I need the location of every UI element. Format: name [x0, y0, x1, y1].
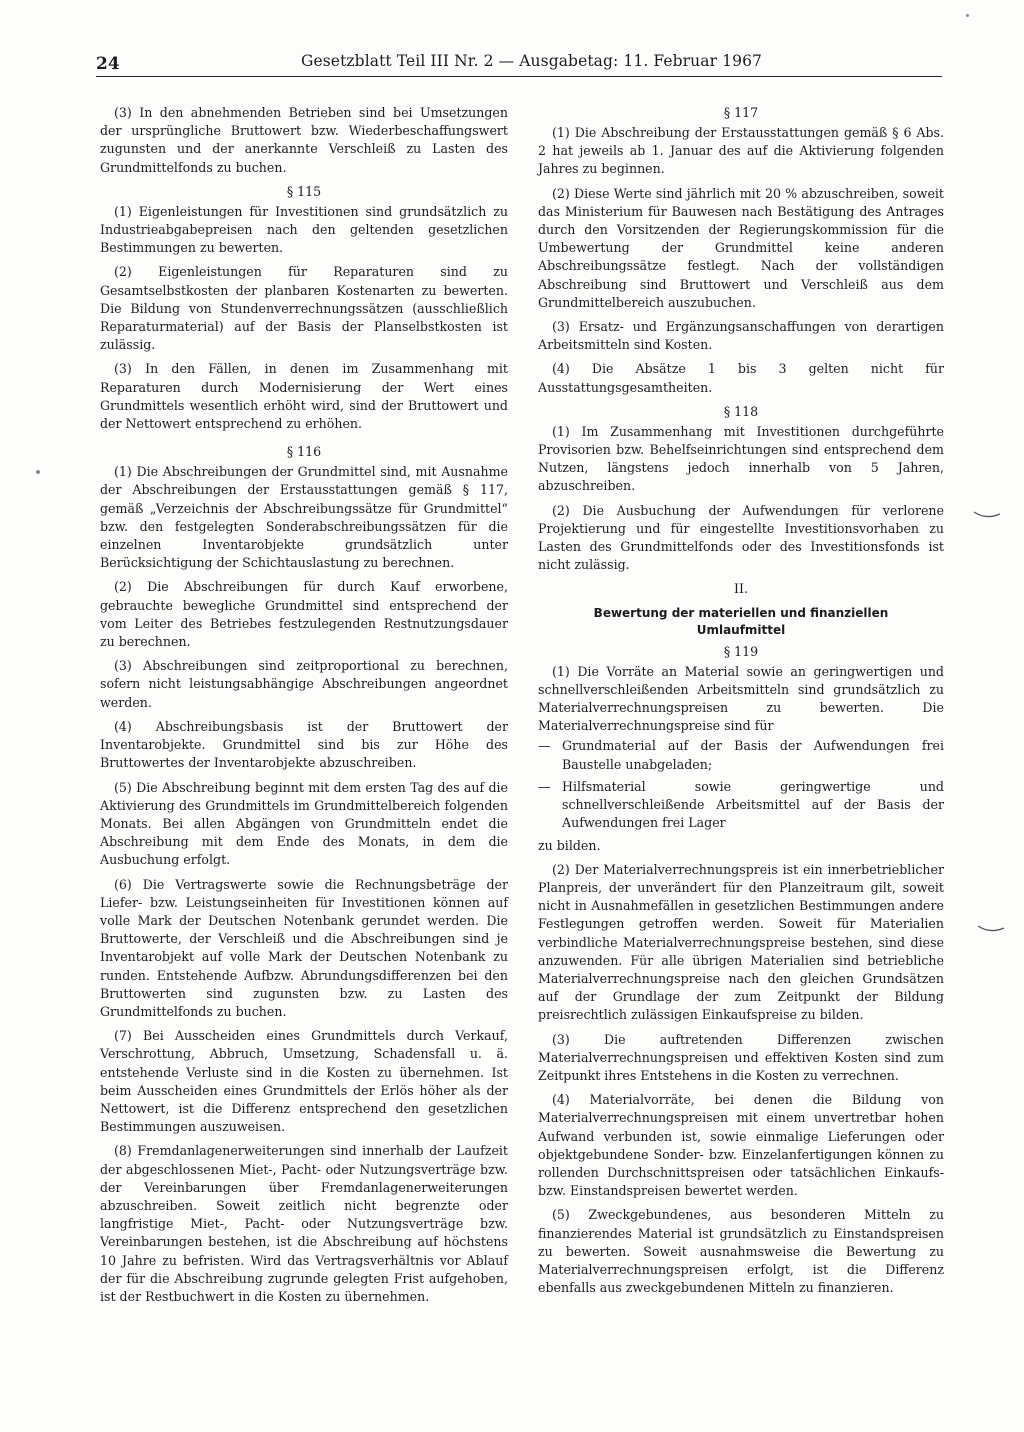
paragraph-115-1: (1) Eigenleistungen für Investitionen sind grundsätzlich zu Industrieabgabepreisen nach den geltenden gesetzlichen Bestimmungen zu bewerten.: [100, 203, 508, 256]
paragraph-117-1: (1) Die Abschreibung der Erstausstattungen gemäß § 6 Abs. 2 hat jeweils ab 1. Januar des auf die Aktivierung folgenden Jahres zu beginnen.: [538, 125, 944, 177]
list-item: [538, 778, 944, 833]
section-heading-118: § 118: [723, 403, 759, 419]
paragraph-116-3: (3) Abschreibungen sind zeitproportional zu berechnen, sofern nicht leistungsabhängige Abschreibungen angeordnet werden.: [100, 658, 508, 710]
paragraph-119-3: (3) Die auftretenden Differenzen zwischen Materialverrechnungspreisen und effektiven Kosten sind zum Zeitpunkt ihres Entstehens in die Kosten zu verrechnen.: [538, 1031, 944, 1083]
list-item-text: Hilfsmaterial sowie geringwertige und schnellverschleißende Arbeitsmittel auf der Basis der Aufwendungen frei Lager: [562, 778, 944, 831]
paragraph-115-2: (2) Eigenleistungen für Reparaturen sind zu Gesamtselbstkosten der planbaren Kostenarten zu bewerten. Die Bildung von Stundenverrechnungssätzen (ausschließlich Reparaturmaterial) auf der Basis der Planselbstkosten ist zulässig.: [100, 264, 508, 353]
paragraph-119-1: (1) Die Vorräte an Material sowie an geringwertigen und schnellverschleißenden Arbeitsmitteln sind grundsätzlich zu Materialverrechnungspreisen zu bewerten. Die Materialverrechnungspreise sind für: [538, 663, 944, 734]
section-heading-119: § 119: [723, 643, 759, 659]
material-price-list: [538, 737, 944, 832]
paragraph-119-2: (2) Der Materialverrechnungspreis ist ein innerbetrieblicher Planpreis, der unverändert für den Planzeitraum gilt, soweit nicht in Ausnahmefällen in gesetzlichen Bestimmungen andere Festlegungen getroffen werden. Soweit für Materialien verbindliche Materialverrechnungspreise bestehen, sind diese anzuwenden. Für alle übrigen Materialien sind betriebliche Materialverrechnungspreise nach den gleichen Grundsätzen auf der Grundlage der zum Zeitpunkt der Bildung preisrechtlich zulässigen Einkaufspreise zu bilden.: [538, 861, 944, 1023]
paragraph-115-3: (3) In den Fällen, in denen im Zusammenhang mit Reparaturen durch Modernisierung der Wert eines Grundmittels wesentlich erhöht wird, sind der Bruttowert und der Nettowert entsprechend zu erhöhen.: [100, 361, 508, 432]
running-head: Gesetzblatt Teil III Nr. 2 — Ausgabetag: 11. Februar 1967: [301, 52, 762, 70]
part-number: II.: [734, 581, 748, 597]
paragraph-119-1-tail: zu bilden.: [538, 837, 601, 853]
scan-speck: [36, 470, 40, 474]
paragraph-116-5: (5) Die Abschreibung beginnt mit dem ersten Tag des auf die Aktivierung des Grundmittels im Grundmittelbereich folgenden Monats. Bei allen Abgängen von Grundmitteln endet die Abschreibung mit dem Ende des Monats, in dem die Ausbuchung erfolgt.: [100, 779, 508, 868]
list-item-text: Grundmaterial auf der Basis der Aufwendungen frei Baustelle unabgeladen;: [562, 738, 944, 772]
paragraph-116-6: (6) Die Vertragswerte sowie die Rechnungsbeträge der Liefer- bzw. Leistungseinheiten für Investitionen können auf volle Mark der Deutschen Notenbank gerundet werden. Die Bruttowerte, der Verschleiß und die Abschreibungen sind je Inventarobjekt auf volle Mark der Deutschen Notenbank zu runden. Entstehende Aufbzw. Abrundungsdifferenzen bei den Bruttowerten sind zugunsten bzw. zu Lasten des Grundmittelfonds zu buchen.: [100, 876, 508, 1019]
page-number: 24: [96, 54, 120, 74]
page-header: [96, 50, 942, 77]
part-title: [538, 605, 944, 639]
part-title-line-1: Bewertung der materiellen und finanziellen: [593, 605, 889, 620]
section-heading-117: § 117: [723, 105, 759, 120]
left-column: [100, 104, 508, 1312]
paragraph-117-4: (4) Die Absätze 1 bis 3 gelten nicht für Ausstattungsgesamtheiten.: [538, 361, 944, 395]
paragraph-116-4: (4) Abschreibungsbasis ist der Bruttowert der Inventarobjekte. Grundmittel sind bis zur Höhe des Bruttowertes der Inventarobjekte abzuschreiben.: [100, 718, 508, 771]
paragraph-117-2: (2) Diese Werte sind jährlich mit 20 % abzuschreiben, soweit das Ministerium für Bauwesen nach Bestätigung des Antrages durch den Vorsitzenden der Regierungskommission für die Umbewertung der Grundmittel keine anderen Abschreibungssätze festlegt. Nach der vollständigen Abschreibung sind Bruttowert und Verschleiß aus dem Grundmittelbereich auszubuchen.: [538, 185, 944, 310]
section-heading-116: § 116: [286, 444, 322, 460]
list-dash: —: [538, 778, 551, 794]
list-dash: —: [538, 738, 551, 754]
paragraph-116-1: (1) Die Abschreibungen der Grundmittel sind, mit Ausnahme der Abschreibungen der Erstausstattungen gemäß § 117, gemäß „Verzeichnis der Abschreibungssätze für Grundmittel“ bzw. den festgelegten Sonderabschreibungssätzen für die einzelnen Inventarobjekte grundsätzlich unter Berücksichtigung der Schichtauslastung zu berechnen.: [100, 464, 508, 571]
scan-speck: [966, 14, 969, 17]
paragraph-118-2: (2) Die Ausbuchung der Aufwendungen für verlorene Projektierung und für eingestellte Investitionsvorhaben zu Lasten des Grundmittelfonds oder des Investitionsfonds ist nicht zulässig.: [538, 502, 944, 573]
paragraph-117-3: (3) Ersatz- und Ergänzungsanschaffungen von derartigen Arbeitsmitteln sind Kosten.: [538, 319, 944, 353]
paragraph-119-4: (4) Materialvorräte, bei denen die Bildung von Materialverrechnungspreisen mit einem unvertretbar hohen Aufwand verbunden ist, sowie einmalige Lieferungen oder objektgebundene Sonder- bzw. Einzelanfertigungen können zu rollenden Durchschnittspreisen oder tatsächlichen Einkaufs- bzw. Einstandspreisen bewertet werden.: [538, 1092, 944, 1199]
paragraph-116-2: (2) Die Abschreibungen für durch Kauf erworbene, gebrauchte bewegliche Grundmittel sind entsprechend der vom Leiter des Betriebes festzulegenden Restnutzungsdauer zu berechnen.: [100, 579, 508, 650]
paragraph-118-1: (1) Im Zusammenhang mit Investitionen durchgeführte Provisorien bzw. Behelfseinrichtungen sind entsprechend dem Nutzen, längstens jedoch innerhalb von 5 Jahren, abzuschreiben.: [538, 423, 944, 494]
list-item: [538, 737, 944, 773]
section-heading-115: § 115: [286, 183, 322, 199]
part-title-line-2: Umlaufmittel: [696, 622, 786, 637]
right-column: [538, 104, 944, 1303]
paragraph-116-8: (8) Fremdanlagenerweiterungen sind innerhalb der Laufzeit der abgeschlossenen Miet-, Pacht- oder Nutzungsverträge bzw. der Vereinbarungen über Fremdanlagenerweiterungen abzuschreiben. Soweit zeitlich nicht begrenzte oder langfristige Miet-, Pacht- oder Nutzungsverträge bzw. Vereinbarungen bestehen, ist die Abschreibung auf höchstens 10 Jahre zu befristen. Wird das Vertragsverhältnis vor Ablauf der für die Abschreibung zugrunde gelegten Frist aufgehoben, ist der Restbuchwert in die Kosten zu übernehmen.: [100, 1143, 508, 1304]
paragraph-119-5: (5) Zweckgebundenes, aus besonderen Mitteln zu finanzierendes Material ist grundsätzlich zu Einstandspreisen zu bewerten. Soweit ausnahmsweise die Bewertung zu Materialverrechnungspreisen erfolgt, ist die Differenz ebenfalls aus zweckgebundenen Mitteln zu finanzieren.: [538, 1207, 944, 1296]
paragraph-114-3: (3) In den abnehmenden Betrieben sind bei Umsetzungen der ursprüngliche Bruttowert bzw. Wiederbeschaffungswert zugunsten und der anerkannte Verschleiß zu Lasten des Grundmittelfonds zu buchen.: [100, 105, 508, 175]
margin-tick-mark: [972, 508, 1002, 522]
margin-tick-mark: [976, 922, 1006, 936]
paragraph-116-7: (7) Bei Ausscheiden eines Grundmittels durch Verkauf, Verschrottung, Abbruch, Umsetzung, Schadensfall u. ä. entstehende Verluste sind in die Kosten zu übernehmen. Ist beim Ausscheiden eines Grundmittels der Erlös höher als der Nettowert, ist die Differenz entsprechend den gesetzlichen Bestimmungen auszuweisen.: [100, 1028, 508, 1135]
